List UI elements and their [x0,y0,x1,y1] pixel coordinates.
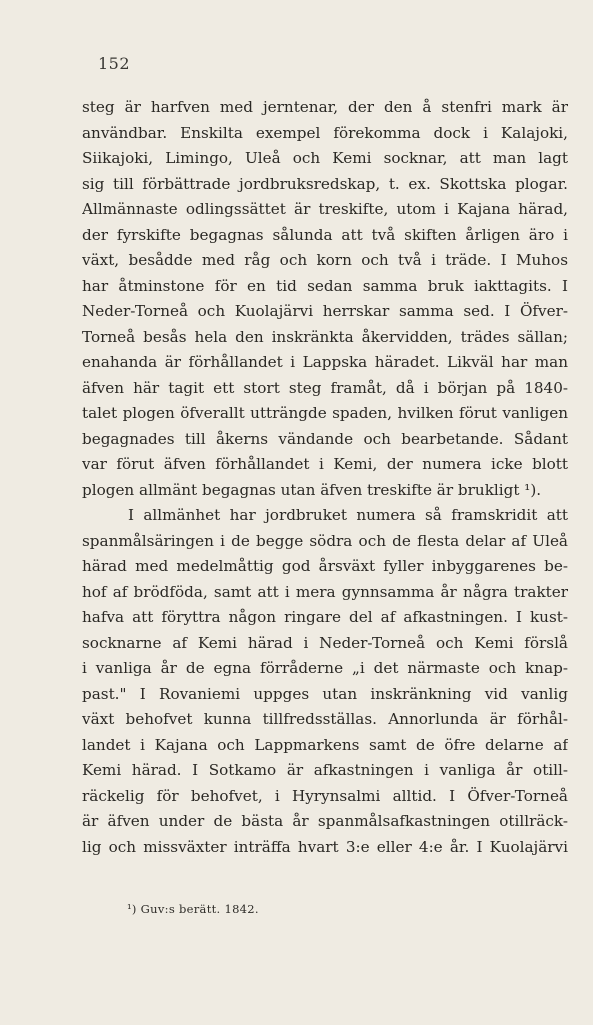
text-line: Torneå besås hela den inskränkta åkervidden, trädes sällan; [82,327,568,346]
text-line: i vanliga år de egna förråderne „i det närmaste och knap- [82,659,568,677]
text-line: äfven här tagit ett stort steg framåt, då i början på 1840- [82,378,568,397]
text-line: Siikajoki, Limingo, Uleå och Kemi socknar, att man lagt [82,149,568,167]
text-line: socknarne af Kemi härad i Neder-Torneå och Kemi förslå [82,633,568,652]
text-line: plogen allmänt begagnas utan äfven treskifte är brukligt ¹). [82,480,542,499]
text-line: spanmålsäringen i de begge södra och de flesta delar af Uleå [82,531,568,550]
text-line: Allmännaste odlingssättet är treskifte, utom i Kajana härad, [82,200,568,218]
footnote: ¹) Guv:s berätt. 1842. [127,902,259,916]
text-line: var förut äfven förhållandet i Kemi, der numera icke blott [82,455,568,473]
text-line: steg är harfven med jerntenar, der den å stenfri mark är [82,98,568,116]
text-line: härad med medelmåttig god årsväxt fyller inbyggarenes be- [82,557,568,575]
text-line: talet plogen öfverallt utträngde spaden, hvilken förut vanligen [82,404,568,422]
text-line: past." I Rovaniemi uppges utan inskränkning vid vanlig [82,684,568,703]
text-line: användbar. Enskilta exempel förekomma dock i Kalajoki, [82,123,568,142]
text-line: har åtminstone för en tid sedan samma bruk iakttagits. I [82,276,568,295]
body-text [82,95,568,860]
text-line: lig och missväxter inträffa hvart 3:e eller 4:e år. I Kuolajärvi [82,837,568,856]
page-number: 152 [98,54,131,73]
text-line: Neder-Torneå och Kuolajärvi herrskar samma sed. I Öfver- [82,302,568,320]
text-line: Kemi härad. I Sotkamo är afkastningen i vanliga år otill- [82,761,568,779]
paragraph-start-line: I allmänhet har jordbruket numera så framskridit att [128,506,568,524]
text-line: landet i Kajana och Lappmarkens samt de öfre delarne af [82,735,568,754]
text-line: enahanda är förhållandet i Lappska häradet. Likväl har man [82,353,568,371]
text-line: hof af brödföda, samt att i mera gynnsamma år några trakter [82,582,568,601]
text-line: räckelig för behofvet, i Hyrynsalmi alltid. I Öfver-Torneå [82,786,568,805]
text-line: begagnades till åkerns vändande och bearbetande. Sådant [82,429,568,448]
text-line: växt, besådde med råg och korn och två i träde. I Muhos [82,251,568,269]
text-line: hafva att föryttra någon ringare del af afkastningen. I kust- [82,608,568,626]
text-line: sig till förbättrade jordbruksredskap, t. ex. Skottska plogar. [82,174,568,193]
text-line: der fyrskifte begagnas sålunda att två skiften årligen äro i [82,225,568,244]
text-line: växt behofvet kunna tillfredsställas. Annorlunda är förhål- [82,710,568,728]
text-line: är äfven under de bästa år spanmålsafkastningen otillräck- [82,812,568,830]
